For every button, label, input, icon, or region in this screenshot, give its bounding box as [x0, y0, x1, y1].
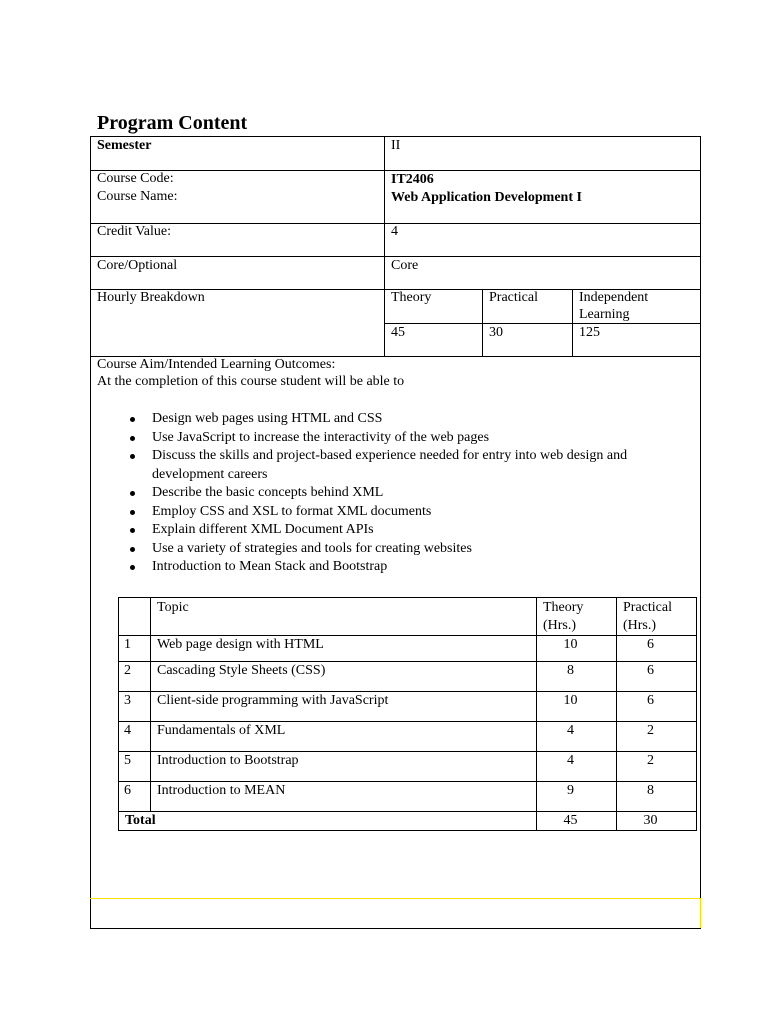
header-theory-line1: Theory: [543, 600, 584, 615]
total-row: [119, 812, 697, 831]
total-theory: 45: [537, 812, 617, 831]
row-theory: 8: [537, 662, 617, 692]
outcome-item: [130, 521, 690, 540]
credit-value: 4: [391, 224, 398, 239]
column-divider: [572, 289, 573, 356]
bullet-icon: [130, 454, 135, 459]
outcome-item: [130, 558, 690, 577]
row-practical: 2: [617, 722, 697, 752]
outcome-text: Use JavaScript to increase the interactivity of the web pages: [152, 429, 490, 445]
row-topic: Cascading Style Sheets (CSS): [151, 662, 537, 692]
row-practical: 6: [617, 662, 697, 692]
header-theory: [537, 598, 617, 636]
independent-hours-value: 125: [579, 325, 600, 340]
column-divider: [384, 136, 385, 356]
table-row: [119, 636, 697, 662]
outcome-item-continuation: [130, 466, 690, 485]
outcomes-heading: Course Aim/Intended Learning Outcomes:: [97, 357, 336, 372]
outcome-text: development careers: [152, 466, 268, 482]
row-theory: 4: [537, 752, 617, 782]
row-practical: 6: [617, 636, 697, 662]
row-practical: 6: [617, 692, 697, 722]
table-row: [119, 662, 697, 692]
outcome-item: [130, 410, 690, 429]
table-row: [119, 782, 697, 812]
semester-label: Semester: [97, 138, 152, 153]
bullet-icon: [130, 565, 135, 570]
highlight-line: [700, 898, 701, 928]
independent-label-line2: Learning: [579, 307, 630, 322]
bullet-icon: [130, 417, 135, 422]
total-practical: 30: [617, 812, 697, 831]
row-topic: Web page design with HTML: [151, 636, 537, 662]
row-theory: 4: [537, 722, 617, 752]
row-index: 3: [119, 692, 151, 722]
highlight-line: [90, 898, 701, 899]
table-border-right: [700, 136, 701, 898]
row-practical: 2: [617, 752, 697, 782]
outcome-item: [130, 484, 690, 503]
hourly-breakdown-label: Hourly Breakdown: [97, 290, 205, 305]
course-code-value: IT2406: [391, 172, 434, 187]
row-divider: [384, 323, 701, 324]
row-topic: Fundamentals of XML: [151, 722, 537, 752]
row-index: 2: [119, 662, 151, 692]
bullet-icon: [130, 491, 135, 496]
course-name-label: Course Name:: [97, 189, 178, 204]
core-optional-label: Core/Optional: [97, 258, 178, 273]
row-index: 6: [119, 782, 151, 812]
header-topic: Topic: [151, 598, 537, 636]
row-topic: Introduction to Bootstrap: [151, 752, 537, 782]
row-practical: 8: [617, 782, 697, 812]
bullet-icon: [130, 528, 135, 533]
outcome-item: [130, 447, 690, 466]
outcome-text: Design web pages using HTML and CSS: [152, 411, 383, 426]
outcomes-list: [130, 410, 690, 577]
outcome-item: [130, 503, 690, 522]
header-practical: [617, 598, 697, 636]
outcome-text: Introduction to Mean Stack and Bootstrap: [152, 559, 388, 574]
outcome-item: [130, 540, 690, 559]
topics-header-row: [119, 598, 697, 636]
practical-hours-value: 30: [489, 325, 503, 340]
course-code-label: Course Code:: [97, 171, 174, 186]
bullet-icon: [130, 510, 135, 515]
credit-value-label: Credit Value:: [97, 224, 172, 239]
row-index: 4: [119, 722, 151, 752]
row-index: 1: [119, 636, 151, 662]
row-topic: Introduction to MEAN: [151, 782, 537, 812]
practical-label: Practical: [489, 290, 538, 305]
theory-hours-value: 45: [391, 325, 405, 340]
row-topic: Client-side programming with JavaScript: [151, 692, 537, 722]
row-index: 5: [119, 752, 151, 782]
outcomes-intro: At the completion of this course student will be able to: [97, 374, 405, 389]
topics-table: [118, 597, 697, 831]
independent-learning-label: [579, 289, 648, 323]
header-practical-line1: Practical: [623, 600, 672, 615]
core-optional-value: Core: [391, 258, 419, 273]
outcome-text: Use a variety of strategies and tools for creating websites: [152, 540, 472, 556]
column-divider: [482, 289, 483, 356]
total-label: Total: [119, 812, 537, 831]
table-row: [119, 692, 697, 722]
course-name-value: Web Application Development I: [391, 190, 582, 205]
outcome-text: Discuss the skills and project-based experience needed for entry into web design and: [152, 448, 628, 463]
outcome-text: Describe the basic concepts behind XML: [152, 485, 384, 500]
bullet-icon: [130, 436, 135, 441]
row-theory: 9: [537, 782, 617, 812]
outcome-text: Employ CSS and XSL to format XML documents: [152, 503, 432, 519]
table-border-bottom: [90, 928, 701, 929]
header-practical-line2: (Hrs.): [623, 618, 657, 633]
outcome-item: [130, 429, 690, 448]
semester-value: II: [391, 138, 401, 153]
row-theory: 10: [537, 692, 617, 722]
outcome-text: Explain different XML Document APIs: [152, 522, 374, 537]
theory-label: Theory: [391, 290, 432, 305]
table-row: [119, 722, 697, 752]
independent-label-line1: Independent: [579, 290, 649, 305]
bullet-icon: [130, 547, 135, 552]
table-row: [119, 752, 697, 782]
page-title: Program Content: [97, 112, 248, 134]
header-index: [119, 598, 151, 636]
header-theory-line2: (Hrs.): [543, 618, 577, 633]
row-theory: 10: [537, 636, 617, 662]
table-border-left: [90, 136, 91, 928]
